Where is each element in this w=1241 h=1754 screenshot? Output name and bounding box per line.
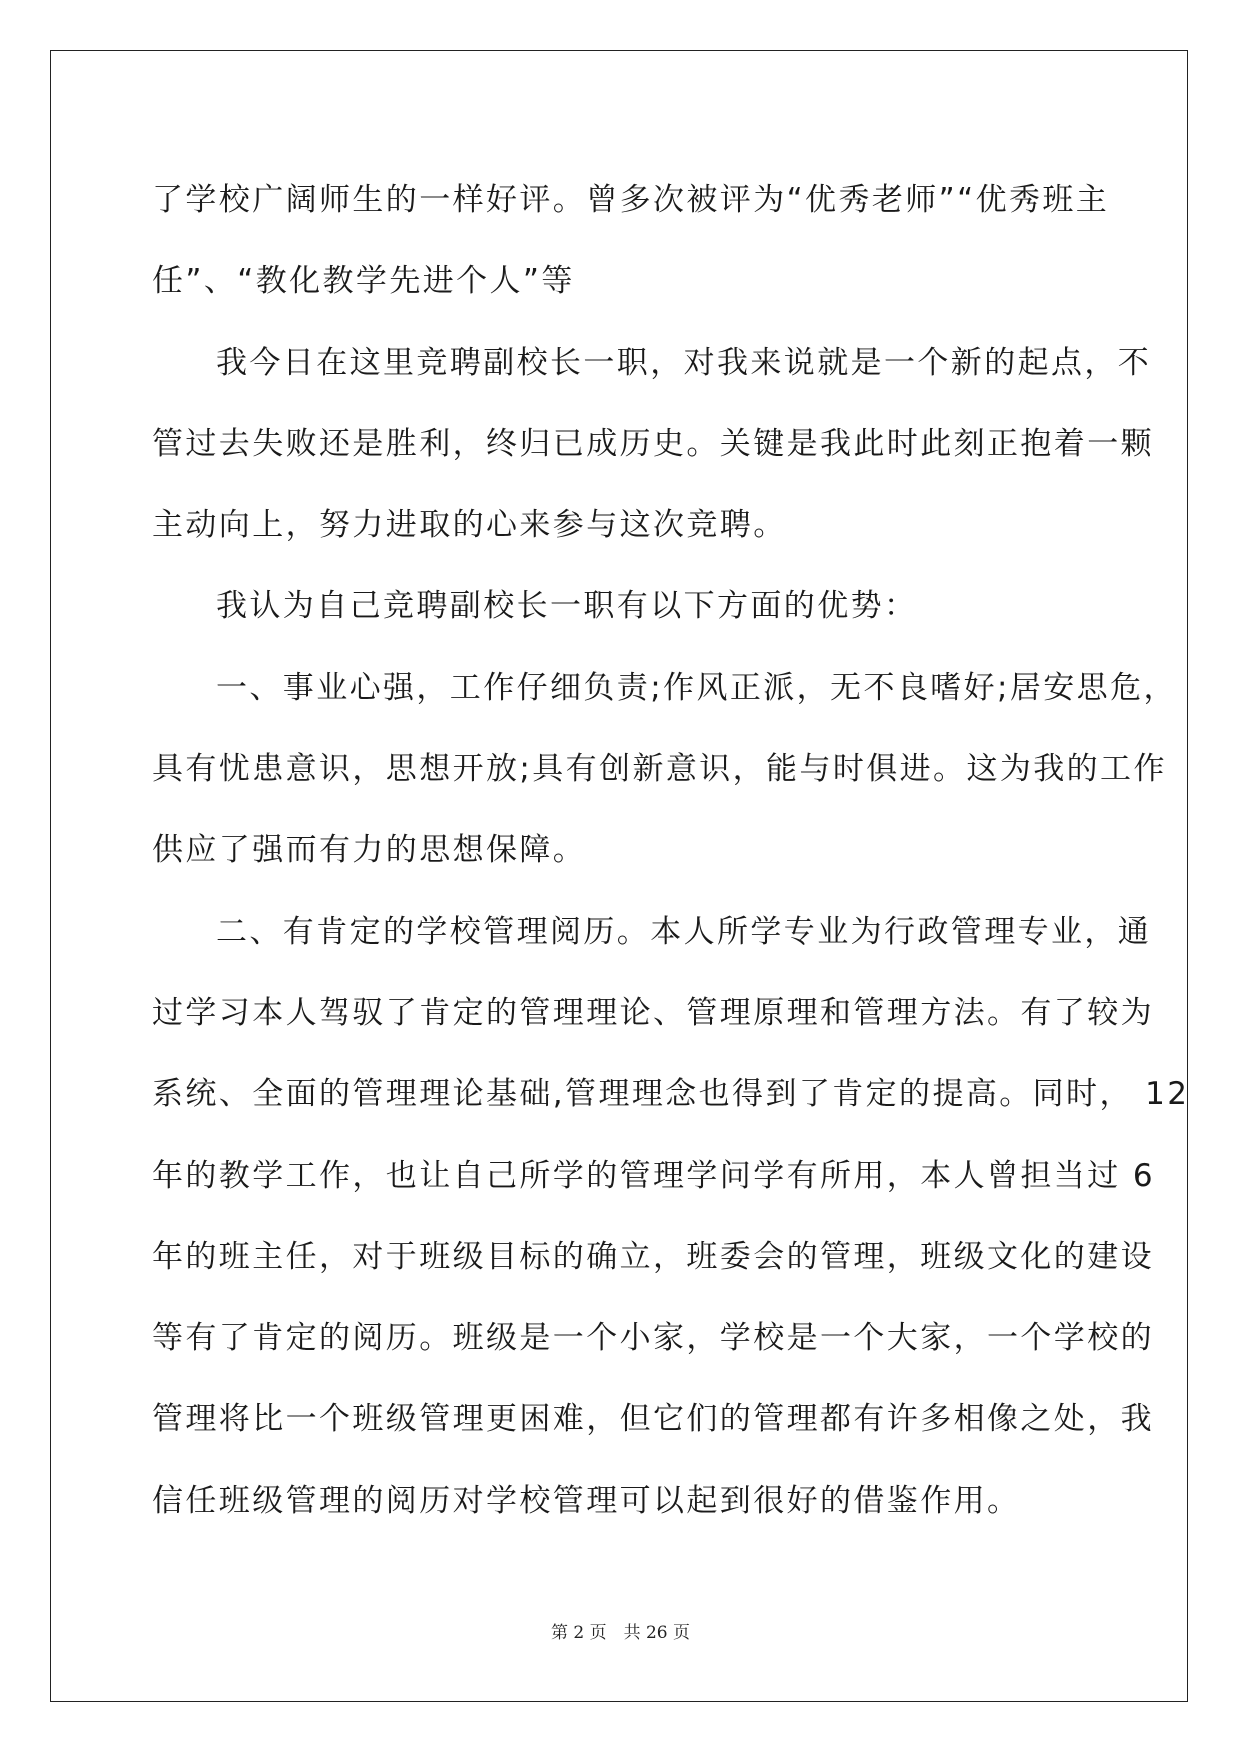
text-line: 过学习本人驾驭了肯定的管理理论、管理原理和管理方法。有了较为 [152,994,1154,1031]
text-line: 二、有肯定的学校管理阅历。本人所学专业为行政管理专业，通 [216,913,1152,950]
text-line: 我认为自己竞聘副校长一职有以下方面的优势： [216,588,918,625]
text-line: 年的班主任，对于班级目标的确立，班委会的管理，班级文化的建设 [152,1238,1154,1275]
text-line: 了学校广阔师生的一样好评。曾多次被评为“优秀老师”“优秀班主 [152,182,1110,218]
text-line: 等有了肯定的阅历。班级是一个小家，学校是一个大家，一个学校的 [152,1320,1154,1357]
text-line: 信任班级管理的阅历对学校管理可以起到很好的借鉴作用。 [152,1482,1021,1519]
page-number-footer: 第 2 页 共 26 页 [550,1623,691,1643]
text-line: 系统、全面的管理理论基础,管理理念也得到了肯定的提高。同时， 12 [152,1076,1190,1113]
text-line: 供应了强而有力的思想保障。 [152,832,587,869]
document-body [152,160,1190,1542]
text-line: 具有忧患意识，思想开放;具有创新意识，能与时俱进。这为我的工作 [152,751,1167,788]
text-line: 管理将比一个班级管理更困难，但它们的管理都有许多相像之处，我 [152,1401,1154,1438]
text-line: 一、事业心强，工作仔细负责;作风正派，无不良嗜好;居安思危， [216,669,1177,706]
text-line: 我今日在这里竞聘副校长一职，对我来说就是一个新的起点，不 [216,344,1152,381]
text-line: 任”、“教化教学先进个人”等 [152,263,575,300]
text-line: 年的教学工作，也让自己所学的管理学问学有所用，本人曾担当过 6 [152,1157,1155,1194]
text-line: 主动向上，努力进取的心来参与这次竞聘。 [152,507,787,544]
text-line: 管过去失败还是胜利，终归已成历史。关键是我此时此刻正抱着一颗 [152,425,1154,462]
